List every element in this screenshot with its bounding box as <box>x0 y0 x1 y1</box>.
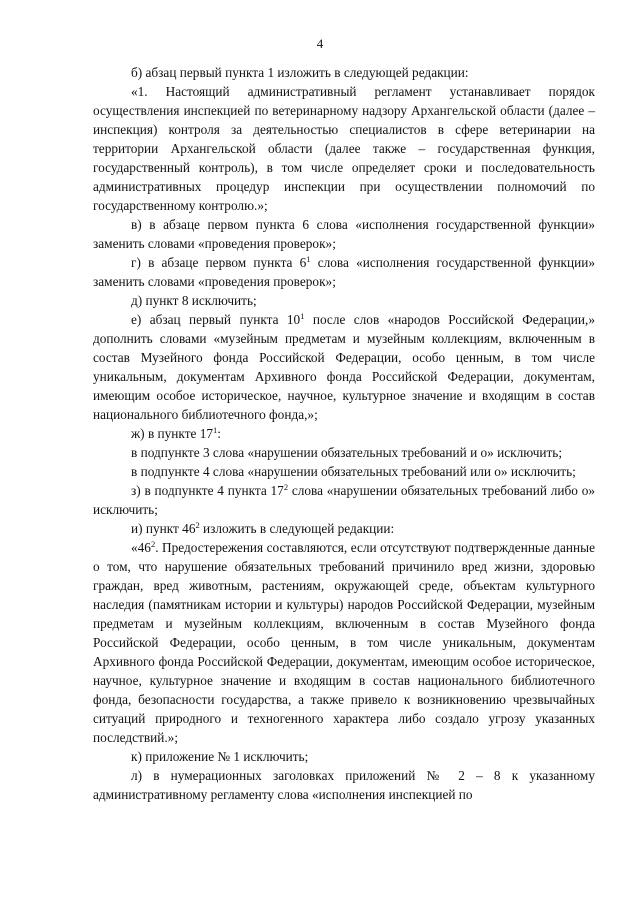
paragraph-k: к) приложение № 1 исключить; <box>131 749 309 764</box>
paragraph-d: д) пункт 8 исключить; <box>131 293 257 308</box>
paragraph-zh-subitem-3: в подпункте 3 слова «нарушении обязательных требований и о» исключить; <box>131 445 563 460</box>
page-number: 4 <box>316 36 324 51</box>
paragraph-g: г) в абзаце первом пункта $6^1$ слова «исполнения государственной функции» заменить словами «проведения проверок»; <box>93 254 595 289</box>
paragraph-e: е) абзац первый пункта $10^1$ после слов «народов Российской Федерации,» дополнить словами «музейным предметам и музейным коллекциям, включенным в состав Музейного фонда Российской Федерации, особо ценным, в том числе уникальным, документам Архивного фонда Российской Федерации, документам, имеющим особое историческое, научное, культурное значение и входящим в состав национального библиотечного фонда,»; <box>93 311 595 422</box>
paragraph-b: б) абзац первый пункта 1 изложить в следующей редакции: <box>131 65 469 80</box>
paragraph-i: и) пункт $46^2$ изложить в следующей редакции: <box>131 520 395 536</box>
paragraph-z: з) в подпункте 4 пункта $17^2$ слова «нарушении обязательных требований либо о» исключить; <box>93 482 595 517</box>
paragraph-v: в) в абзаце первом пункта 6 слова «исполнения государственной функции» заменить словами «проведения проверок»; <box>93 217 595 251</box>
paragraph-zh: ж) в пункте $17^1$: <box>131 425 221 441</box>
document-body <box>93 63 595 804</box>
paragraph-l: л) в нумерационных заголовках приложений № 2 – 8 к указанному административному регламенту слова «исполнения инспекцией по <box>93 768 595 802</box>
paragraph-zh-subitem-4: в подпункте 4 слова «нарушении обязательных требований или о» исключить; <box>131 464 576 479</box>
paragraph-clause-46-2: «$46^2$. Предостережения составляются, если отсутствуют подтвержденные данные о том, что нарушение обязательных требований причинило вред жизни, здоровью граждан, вред животным, растениям, окружающей среде, объектам культурного наследия (памятникам истории и культуры) народов Российской Федерации, музейным предметам и музейным коллекциям, включенным в состав Музейного фонда Российской Федерации, особо ценным, в том числе уникальным, документам Архивного фонда Российской Федерации, документам, имеющим особое историческое, научное, культурное значение и входящим в состав национального библиотечного фонда, безопасности государства, а также привело к возникновению чрезвычайных ситуаций природного и техногенного характера либо создало угрозу указанных последствий.»; <box>93 539 595 745</box>
paragraph-clause-1: «1. Настоящий административный регламент устанавливает порядок осуществления инспекцией по ветеринарному надзору Архангельской области (далее – инспекция) контроля за деятельностью специалистов в сфере ветеринарии на территории Архангельской области (далее также – государственная функция, государственный контроль), в том числе определяет сроки и последовательность административных процедур инспекции при осуществлении полномочий по государственному контролю.»; <box>93 84 595 213</box>
